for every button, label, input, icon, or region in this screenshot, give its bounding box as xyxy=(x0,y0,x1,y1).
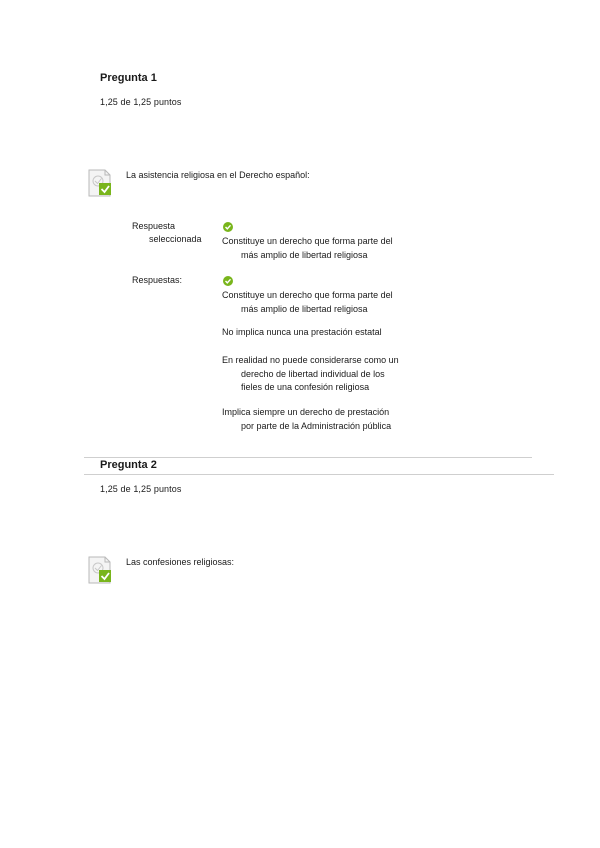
selected-answer: Constituye un derecho que forma parte del más amplio de libertad religiosa xyxy=(222,236,393,260)
question-graded-icon xyxy=(88,169,112,197)
question-2-text: Las confesiones religiosas: xyxy=(126,557,235,567)
question-1-score: 1,25 de 1,25 puntos xyxy=(100,97,182,107)
answer-option-2: No implica nunca una prestación estatal xyxy=(222,327,382,337)
question-1-text: La asistencia religiosa en el Derecho español: xyxy=(126,170,310,180)
question-graded-icon xyxy=(88,556,112,584)
question-2-title: Pregunta 2 xyxy=(100,459,157,471)
divider xyxy=(84,474,554,475)
check-circle-icon xyxy=(223,222,233,232)
selected-answer-label: Respuesta seleccionada xyxy=(132,221,202,244)
answer-option-3: En realidad no puede considerarse como un derecho de libertad individual de los fieles de una confesión religiosa xyxy=(222,355,399,392)
divider xyxy=(84,457,532,458)
answer-option-4: Implica siempre un derecho de prestación por parte de la Administración pública xyxy=(222,407,392,431)
question-1-title: Pregunta 1 xyxy=(100,72,157,84)
answer-option-1: Constituye un derecho que forma parte del más amplio de libertad religiosa xyxy=(222,290,393,314)
answers-label: Respuestas: xyxy=(132,275,183,285)
question-2-score: 1,25 de 1,25 puntos xyxy=(100,484,182,494)
check-circle-icon xyxy=(223,276,233,286)
